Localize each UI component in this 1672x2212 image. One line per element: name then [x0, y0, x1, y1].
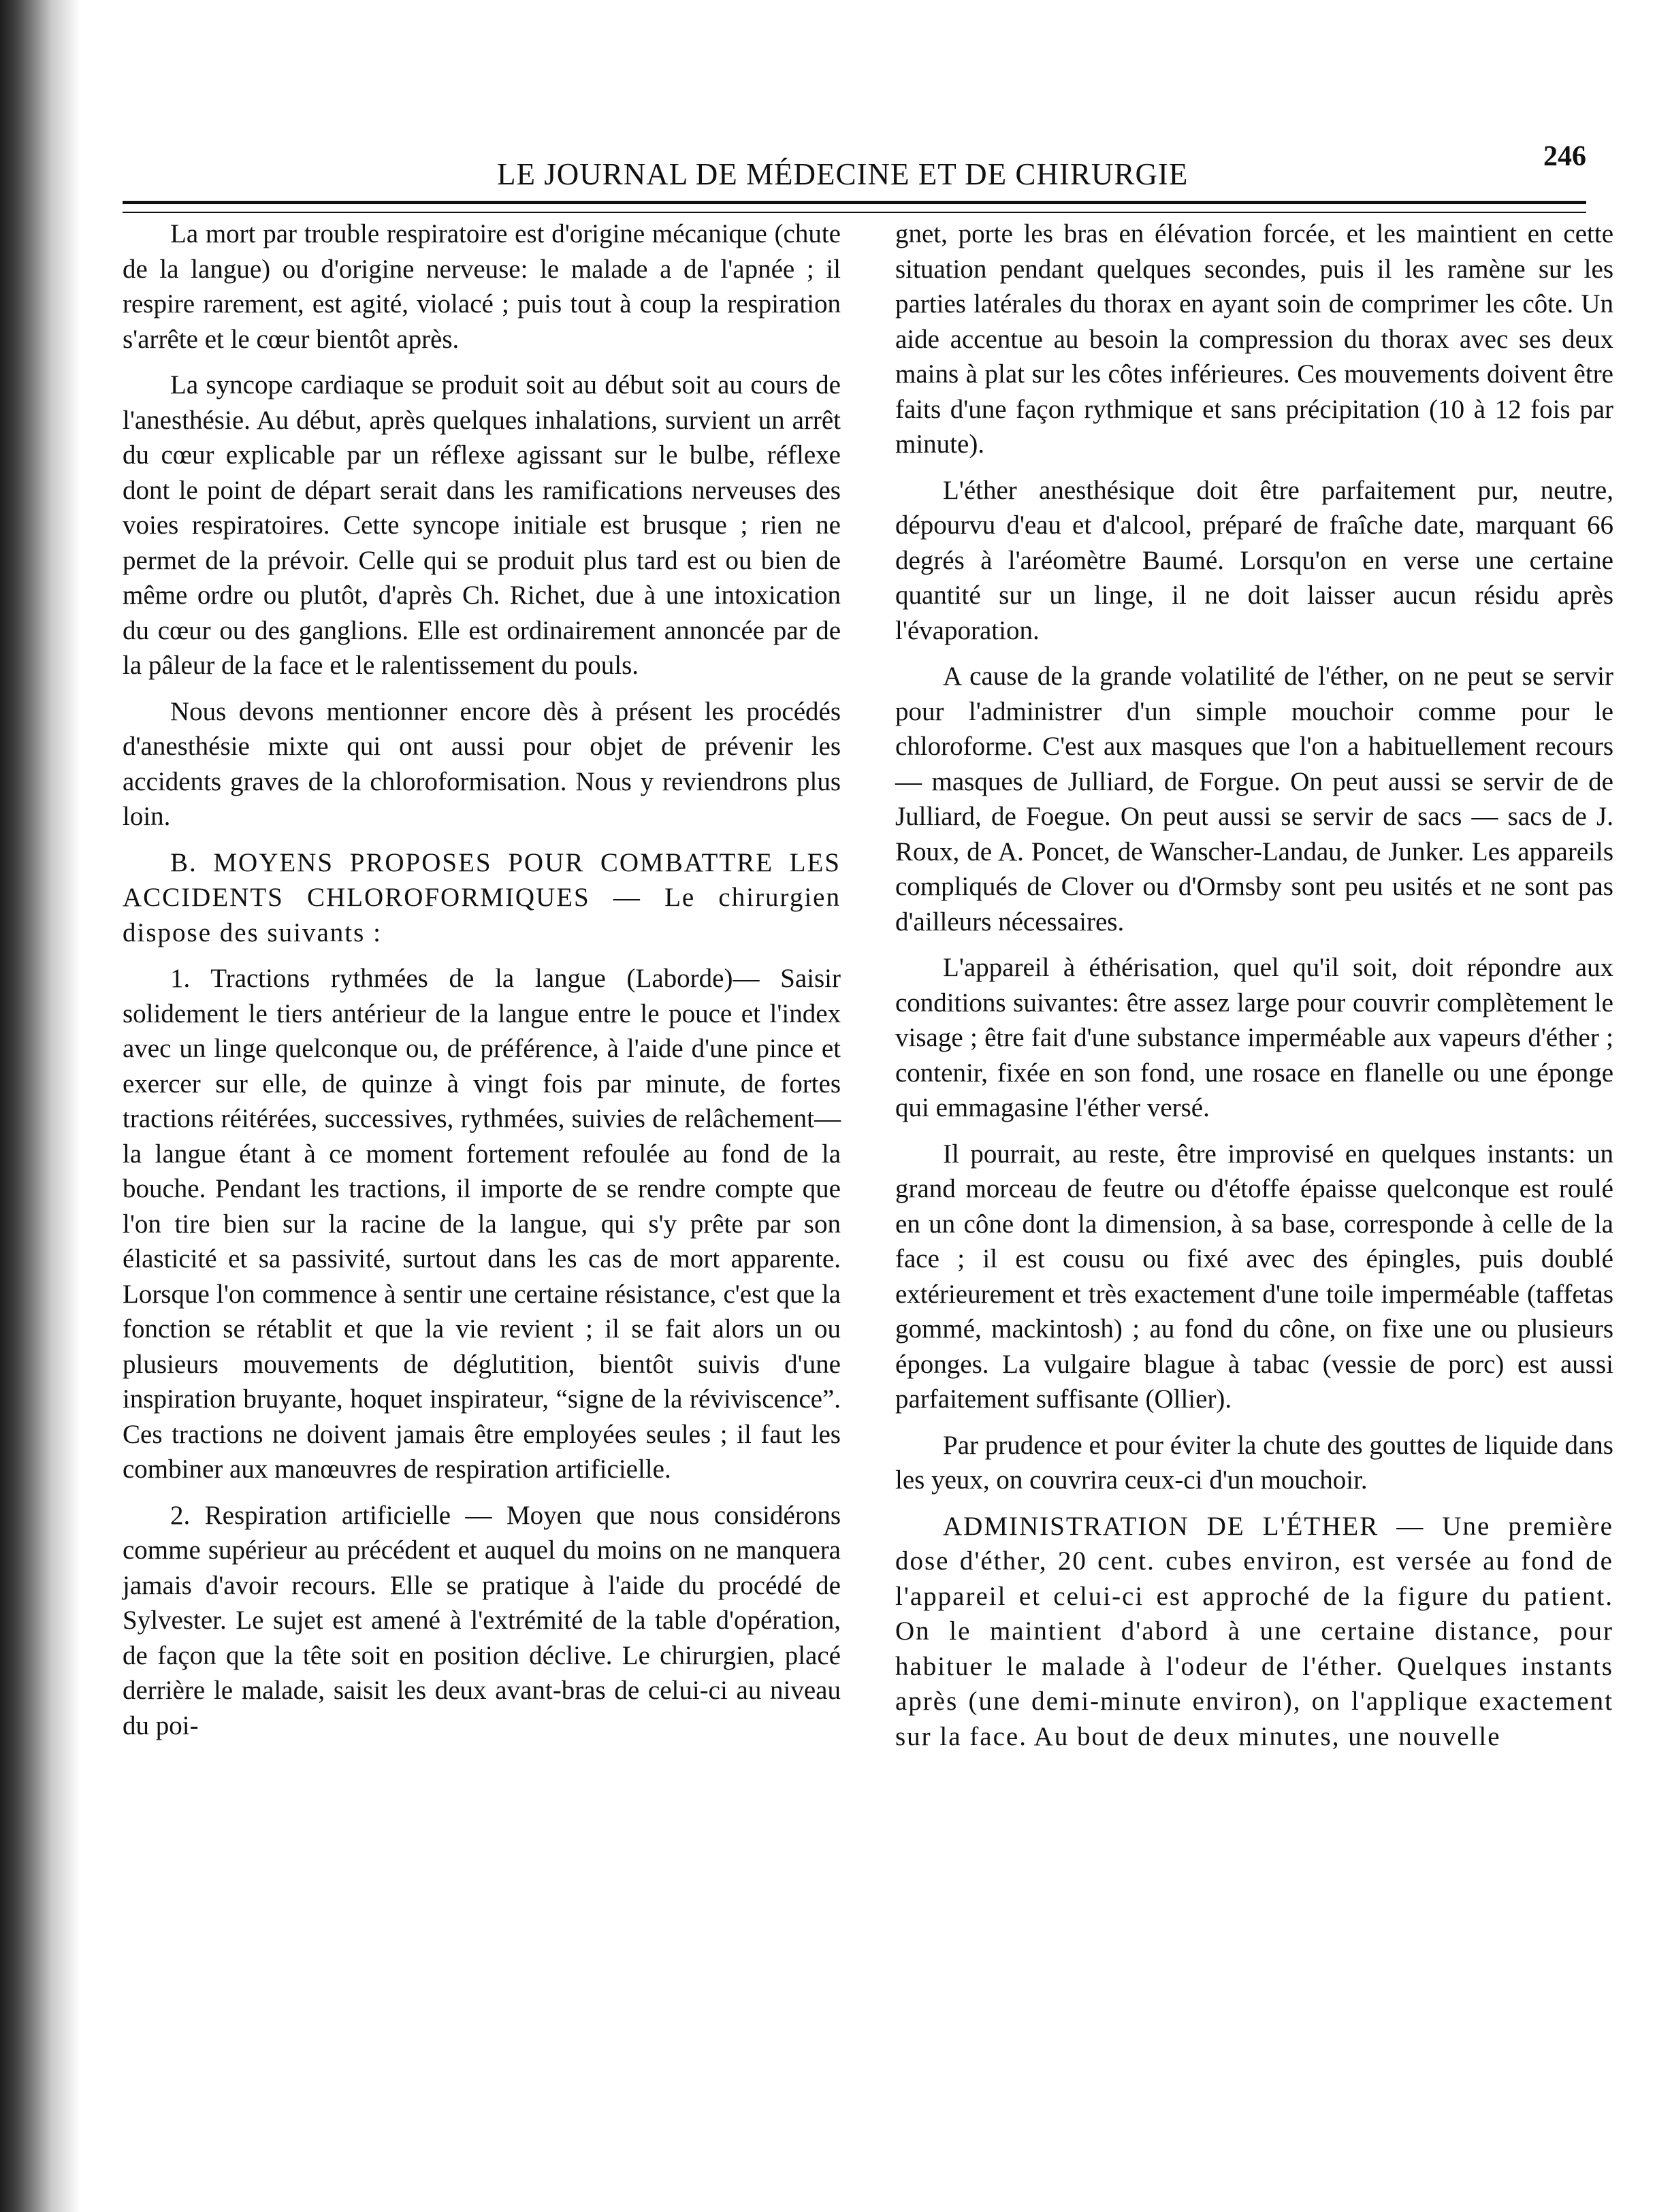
- paragraph: L'éther anesthésique doit être parfaitement pur, neutre, dépourvu d'eau et d'alcool, préparé de fraîche date, marquant 66 degrés à l'aréomètre Baumé. Lorsqu'on en verse une certaine quantité sur un linge, il ne doit laisser aucun résidu après l'évaporation.: [895, 475, 1613, 645]
- paragraph: Nous devons mentionner encore dès à présent les procédés d'anesthésie mixte qui ont aussi pour objet de prévenir les accidents graves de la chloroformisation. Nous y reviendrons plus loin.: [123, 696, 841, 831]
- page-number: 246: [1543, 141, 1586, 172]
- section-heading: B. MOYENS PROPOSES POUR COMBATTRE LES ACCIDENTS CHLOROFORMIQUES — Le chirurgien dispose des suivants :: [123, 847, 841, 947]
- article-body: [123, 216, 1613, 2156]
- section-heading: ADMINISTRATION DE L'ÉTHER — Une première dose d'éther, 20 cent. cubes environ, est versée au fond de l'appareil et celui-ci est approché de la figure du patient. On le maintient d'abord à une certaine distance, pour habituer le malade à l'odeur de l'éther. Quelques instants après (une demi-minute environ), on l'applique exactement sur la face. Au bout de deux minutes, une nouvelle: [895, 1511, 1613, 1751]
- right-column: [895, 216, 1613, 2156]
- left-column: [123, 216, 841, 2156]
- paragraph: Il pourrait, au reste, être improvisé en quelques instants: un grand morceau de feutre ou d'étoffe épaisse quelconque est roulé en un cône dont la dimension, à sa base, corresponde à celle de la face ; il est cousu ou fixé avec des épingles, puis doublé extérieurement et très exactement d'une toile imperméable (taffetas gommé, mackintosh) ; au fond du cône, on fixe une ou plusieurs éponges. La vulgaire blague à tabac (vessie de porc) est aussi parfaitement suffisante (Ollier).: [895, 1139, 1613, 1414]
- paragraph: La mort par trouble respiratoire est d'origine mécanique (chute de la langue) ou d'origine nerveuse: le malade a de l'apnée ; il respire rarement, est agité, violacé ; puis tout à coup la respiration s'arrête et le cœur bientôt après.: [123, 219, 841, 354]
- scan-shadow-edge: [0, 0, 82, 2212]
- journal-title: LE JOURNAL DE MÉDECINE ET DE CHIRURGIE: [497, 157, 1189, 191]
- page-header: [123, 136, 1586, 211]
- paragraph: 1. Tractions rythmées de la langue (Laborde)— Saisir solidement le tiers antérieur de la langue entre le pouce et l'index avec un linge quelconque ou, de préférence, à l'aide d'une pince et exercer sur elle, de quinze à vingt fois par minute, de fortes tractions réitérées, successives, rythmées, suivies de relâchement—la langue étant à ce moment fortement refoulée au fond de la bouche. Pendant les tractions, il importe de se rendre compte que l'on tire bien sur la racine de la langue, qui s'y prête par son élasticité et sa passivité, surtout dans les cas de mort apparente. Lorsque l'on commence à sentir une certaine résistance, c'est que la fonction se rétablit et que la vie revient ; il se fait alors un ou plusieurs mouvements de déglutition, bientôt suivis d'une inspiration bruyante, hoquet inspirateur, “signe de la réviviscence”. Ces tractions ne doivent jamais être employées seules ; il faut les combiner aux manœuvres de respiration artificielle.: [123, 964, 841, 1484]
- paragraph: L'appareil à éthérisation, quel qu'il soit, doit répondre aux conditions suivantes: être assez large pour couvrir complètement le visage ; être fait d'une substance imperméable aux vapeurs d'éther ; contenir, fixée en son fond, une rosace en flanelle ou une éponge qui emmagasine l'éther versé.: [895, 953, 1613, 1122]
- paragraph: Par prudence et pour éviter la chute des gouttes de liquide dans les yeux, on couvrira ceux-ci d'un mouchoir.: [895, 1430, 1613, 1495]
- paragraph: La syncope cardiaque se produit soit au début soit au cours de l'anesthésie. Au début, après quelques inhalations, survient un arrêt du cœur explicable par un réflexe agissant sur le bulbe, réflexe dont le point de départ serait dans les ramifications nerveuses des voies respiratoires. Cette syncope initiale est brusque ; rien ne permet de la prévoir. Celle qui se produit plus tard est ou bien de même ordre ou plutôt, d'après Ch. Richet, due à une intoxication du cœur ou des ganglions. Elle est ordinairement annoncée par de la pâleur de la face et le ralentissement du pouls.: [123, 370, 841, 680]
- paragraph: A cause de la grande volatilité de l'éther, on ne peut se servir pour l'administrer d'un simple mouchoir comme pour le chloroforme. C'est aux masques que l'on a habituellement recours — masques de Julliard, de Forgue. On peut aussi se servir de de Julliard, de Foegue. On peut aussi se servir de sacs — sacs de J. Roux, de A. Poncet, de Wanscher-Landau, de Junker. Les appareils compliqués de Clover ou d'Ormsby sont peu usités et ne sont pas d'ailleurs nécessaires.: [895, 662, 1613, 937]
- paragraph: gnet, porte les bras en élévation forcée, et les maintient en cette situation pendant quelques secondes, puis il les ramène sur les parties latérales du thorax en ayant soin de comprimer les côte. Un aide accentue au besoin la compression du thorax avec ses deux mains à plat sur les côtes inférieures. Ces mouvements doivent être faits d'une façon rythmique et sans précipitation (10 à 12 fois par minute).: [895, 219, 1613, 459]
- header-double-rule: [123, 201, 1586, 213]
- paragraph: 2. Respiration artificielle — Moyen que nous considérons comme supérieur au précédent et auquel du moins on ne manquera jamais d'avoir recours. Elle se pratique à l'aide du procédé de Sylvester. Le sujet est amené à l'extrémité de la table d'opération, de façon que la tête soit en position déclive. Le chirurgien, placé derrière le malade, saisit les deux avant-bras de celui-ci au niveau du poi-: [123, 1500, 841, 1740]
